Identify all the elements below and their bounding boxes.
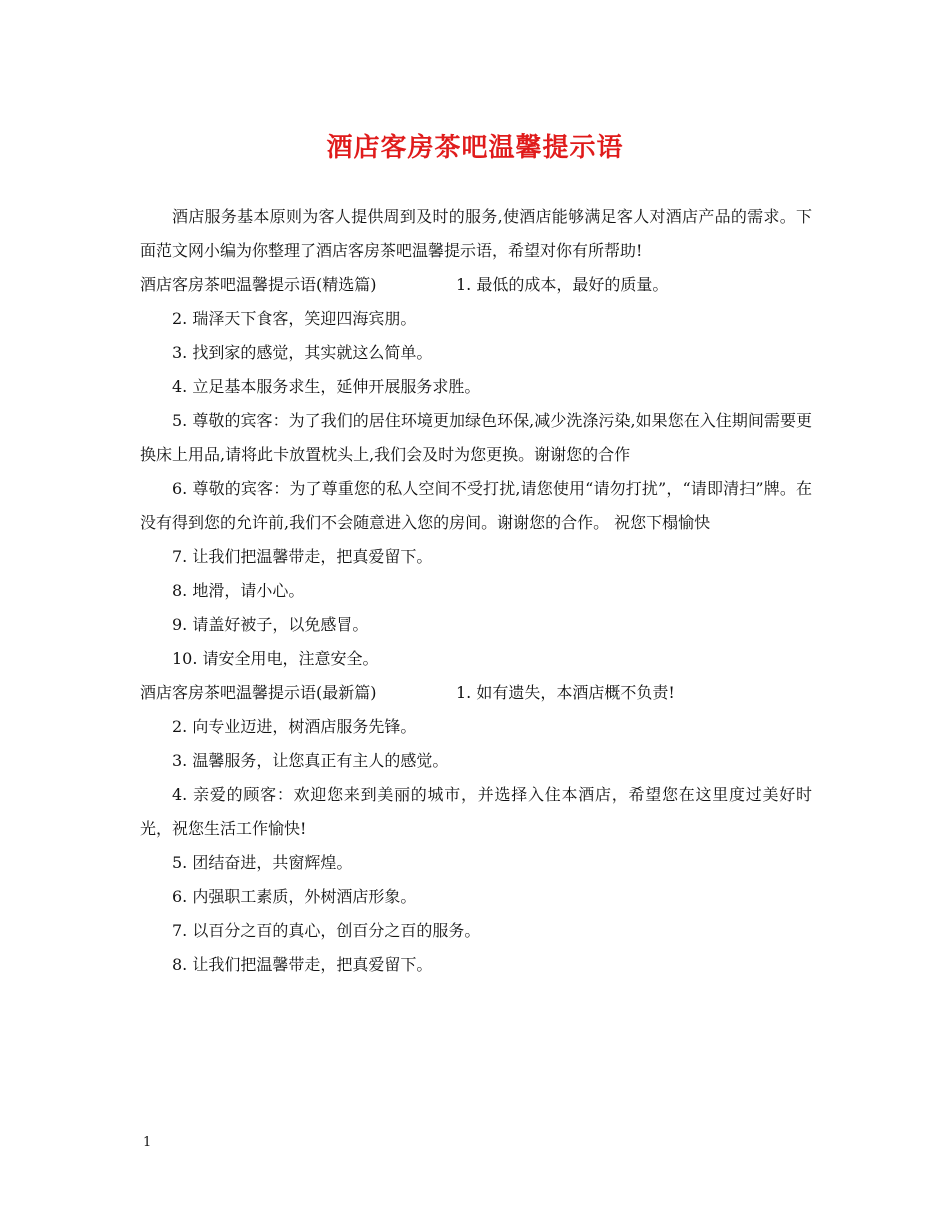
list-item: 3. 找到家的感觉，其实就这么简单。 (172, 343, 433, 362)
page-number: 1 (143, 1135, 152, 1150)
list-item: 5. 团结奋进，共窗辉煌。 (172, 853, 353, 872)
list-item: 2. 瑞泽天下食客，笑迎四海宾朋。 (172, 309, 417, 328)
list-item: 1. 最低的成本，最好的质量。 (456, 275, 669, 294)
section-label: 酒店客房茶吧温馨提示语(精选篇) (140, 275, 377, 294)
list-item: 1. 如有遗失，本酒店概不负责! (456, 683, 675, 702)
section-heading-selected (140, 268, 812, 302)
document-body (140, 200, 812, 982)
page-title: 酒店客房茶吧温馨提示语 (326, 133, 624, 163)
list-item: 5. 尊敬的宾客：为了我们的居住环境更加绿色环保,减少洗涤污染,如果您在入住期间需要更换床上用品,请将此卡放置枕头上,我们会及时为您更换。谢谢您的合作 (140, 411, 812, 464)
list-item: 4. 亲爱的顾客：欢迎您来到美丽的城市，并选择入住本酒店，希望您在这里度过美好时光，祝您生活工作愉快! (140, 785, 812, 838)
list-item: 3. 温馨服务，让您真正有主人的感觉。 (172, 751, 449, 770)
list-item: 6. 内强职工素质，外树酒店形象。 (172, 887, 417, 906)
list-item: 8. 地滑，请小心。 (172, 581, 305, 600)
list-item: 2. 向专业迈进，树酒店服务先锋。 (172, 717, 417, 736)
list-item: 4. 立足基本服务求生，延伸开展服务求胜。 (172, 377, 481, 396)
intro-paragraph: 酒店服务基本原则为客人提供周到及时的服务,使酒店能够满足客人对酒店产品的需求。下面范文网小编为你整理了酒店客房茶吧温馨提示语，希望对你有所帮助! (140, 207, 812, 260)
section-heading-latest (140, 676, 812, 710)
list-item: 9. 请盖好被子，以免感冒。 (172, 615, 369, 634)
list-item: 6. 尊敬的宾客：为了尊重您的私人空间不受打扰,请您使用“请勿打扰”，“请即清扫”牌。在没有得到您的允许前,我们不会随意进入您的房间。谢谢您的合作。 祝您下榻愉快 (140, 479, 812, 532)
list-item: 7. 让我们把温馨带走，把真爱留下。 (172, 547, 433, 566)
section-label: 酒店客房茶吧温馨提示语(最新篇) (140, 683, 377, 702)
list-item: 8. 让我们把温馨带走，把真爱留下。 (172, 955, 433, 974)
list-item: 7. 以百分之百的真心，创百分之百的服务。 (172, 921, 481, 940)
list-item: 10. 请安全用电，注意安全。 (172, 649, 379, 668)
